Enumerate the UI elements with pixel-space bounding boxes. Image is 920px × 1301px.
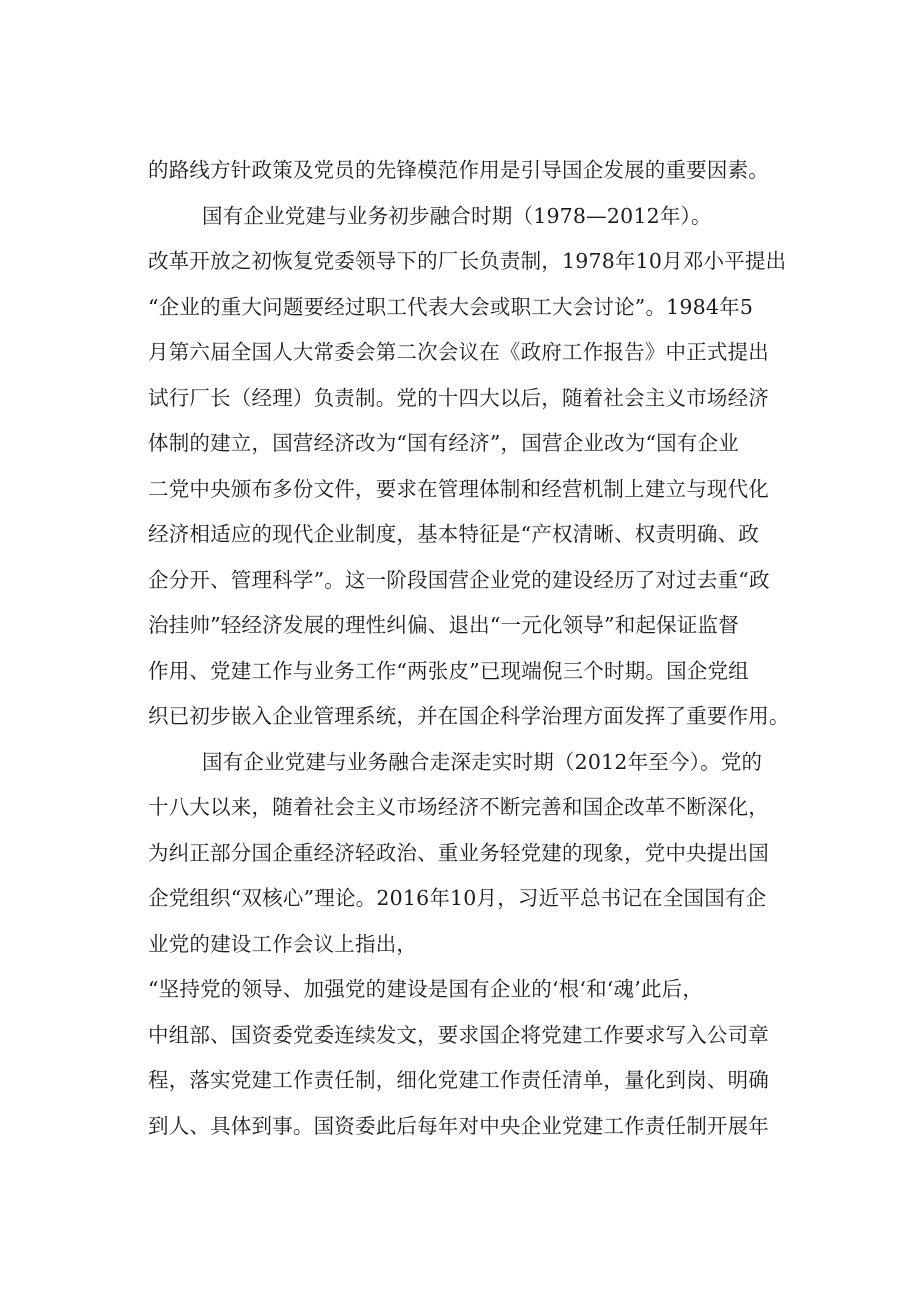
text-line: 企党组织“双核心”理论。2016年10月，习近平总书记在全国国有企 — [148, 886, 767, 910]
text-line: 经济相适应的现代企业制度，基本特征是“产权清晰、权责明确、政 — [148, 522, 759, 546]
text-line: 为纠正部分国企重经济轻政治、重业务轻党建的现象，党中央提出国 — [148, 840, 769, 865]
text-line: 改革开放之初恢复党委领导下的厂长负责制，1978年10月邓小平提出 — [148, 249, 787, 273]
text-line: “企业的重大问题要经过职工代表大会或职工大会讨论”。1984年5 — [148, 294, 754, 319]
text-line: 作用、党建工作与业务工作“两张皮”已现端倪三个时期。国企党组 — [148, 658, 749, 683]
text-line: 治挂帅”轻经济发展的理性纠偏、退出“一元化领导”和起保证监督 — [148, 613, 739, 637]
text-line: 国有企业党建与业务融合走深走实时期（2012年至今）。党的 — [202, 749, 763, 774]
text-line: 月第六届全国人大常委会第二次会议在《政府工作报告》中正式提出 — [148, 340, 769, 364]
text-line: 中组部、国资委党委连续发文，要求国企将党建工作要求写入公司章 — [148, 1022, 769, 1047]
text-line: 体制的建立，国营经济改为“国有经济”，国营企业改为“国有企业 — [148, 431, 739, 455]
text-line: 织已初步嵌入企业管理系统，并在国企科学治理方面发挥了重要作用。 — [148, 704, 790, 728]
text-line: 业党的建设工作会议上指出， — [148, 931, 418, 956]
text-line: 十八大以来，随着社会主义市场经济不断完善和国企改革不断深化， — [148, 795, 769, 819]
text-line: 试行厂长（经理）负责制。党的十四大以后，随着社会主义市场经济 — [148, 385, 769, 410]
text-line: 程，落实党建工作责任制，细化党建工作责任清单，量化到岗、明确 — [148, 1068, 769, 1092]
text-line: “坚持党的领导、加强党的建设是国有企业的‘根‘和‘魂’此后， — [148, 977, 704, 1001]
text-line: 企分开、管理科学”。这一阶段国营企业党的建设经历了对过去重“政 — [148, 567, 770, 592]
text-line: 二党中央颁布多份文件，要求在管理体制和经营机制上建立与现代化 — [148, 476, 769, 501]
text-line: 到人、具体到事。国资委此后每年对中央企业党建工作责任制开展年 — [148, 1113, 769, 1138]
document-body — [148, 148, 808, 1149]
text-line: 国有企业党建与业务初步融合时期（1978—2012年）。 — [202, 203, 712, 228]
text-line: 的路线方针政策及党员的先锋模范作用是引导国企发展的重要因素。 — [148, 158, 769, 182]
